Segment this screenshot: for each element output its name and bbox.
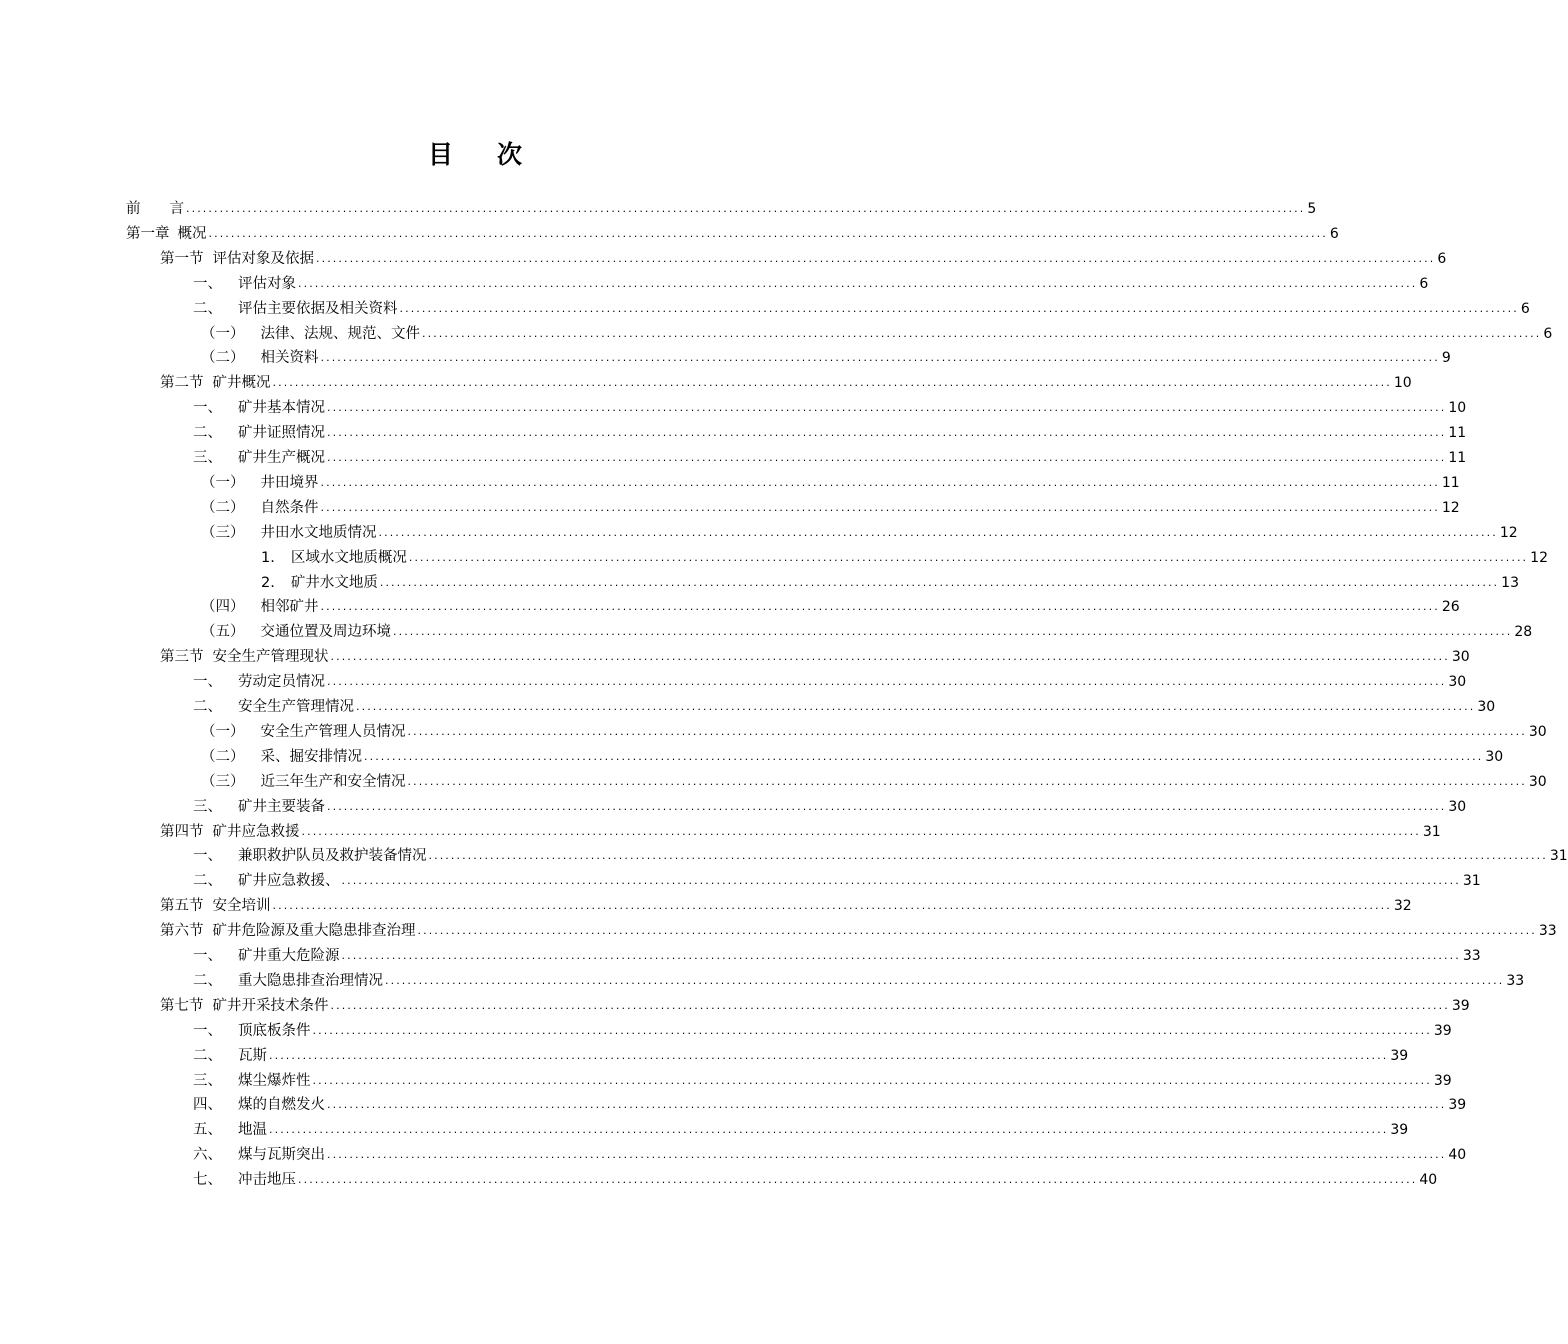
- toc-entry-page-number: 5: [1307, 201, 1317, 217]
- toc-entry-number: 一、: [193, 848, 222, 865]
- toc-entry[interactable]: [193, 272, 1429, 297]
- toc-entry[interactable]: [193, 795, 1467, 820]
- dot-leader: ........................................................................................................................................................................................................: [320, 475, 1440, 489]
- toc-entry[interactable]: [193, 1093, 1467, 1118]
- toc-entry-number: 二、: [193, 873, 222, 890]
- toc-entry[interactable]: [193, 695, 1496, 720]
- toc-entry[interactable]: [160, 919, 1557, 944]
- dot-leader: ........................................................................................................................................................................................................: [330, 650, 1450, 664]
- toc-entry[interactable]: [201, 770, 1547, 795]
- toc-entry-page-number: 12: [1530, 549, 1548, 566]
- toc-entry-page-number: 28: [1514, 624, 1533, 641]
- toc-entry[interactable]: [193, 421, 1467, 446]
- dot-leader: ........................................................................................................................................................................................................: [186, 202, 1306, 215]
- toc-entry-title: 矿井危险源及重大隐患排查治理: [212, 923, 416, 940]
- page-title-char-2: 次: [497, 140, 523, 169]
- dot-leader: ........................................................................................................................................................................................................: [298, 1173, 1418, 1187]
- toc-entry-page-number: 26: [1441, 599, 1460, 616]
- toc-entry-page-number: 31: [1422, 823, 1441, 840]
- toc-entry-number: 第一章: [126, 225, 170, 242]
- dot-leader: ........................................................................................................................................................................................................: [364, 749, 1484, 763]
- toc-entry-title: 区域水文地质概况: [290, 549, 407, 566]
- toc-entry-number: 第三节: [160, 649, 204, 666]
- dot-leader: ........................................................................................................................................................................................................: [341, 874, 1461, 888]
- toc-entry-number: 二、: [193, 300, 222, 317]
- toc-entry-number: 第五节: [160, 898, 204, 915]
- dot-leader: ........................................................................................................................................................................................................: [393, 625, 1513, 639]
- toc-entry-number: 前 言: [126, 201, 184, 217]
- toc-entry[interactable]: [193, 1019, 1452, 1044]
- toc-entry-number: （二）: [201, 499, 245, 516]
- toc-entry-number: （五）: [201, 624, 245, 641]
- toc-entry-number: 一、: [193, 275, 222, 292]
- toc-entry-number: 第二节: [160, 375, 204, 392]
- toc-entry-page-number: 33: [1506, 972, 1525, 989]
- toc-entry[interactable]: [193, 1044, 1409, 1069]
- toc-entry[interactable]: [261, 546, 1548, 571]
- page-title-char-1: 目: [427, 140, 453, 169]
- dot-leader: ........................................................................................................................................................................................................: [320, 351, 1440, 365]
- toc-entry-title: 煤与瓦斯突出: [238, 1147, 325, 1164]
- toc-entry-title: 矿井生产概况: [238, 450, 325, 466]
- toc-entry[interactable]: [160, 994, 1470, 1019]
- toc-entry[interactable]: [193, 297, 1530, 322]
- toc-entry-page-number: 30: [1528, 723, 1547, 740]
- toc-entry-title: 评估主要依据及相关资料: [238, 300, 398, 317]
- toc-entry-title: 采、掘安排情况: [260, 748, 362, 765]
- toc-entry[interactable]: [193, 1069, 1452, 1094]
- toc-entry-page-number: 30: [1528, 773, 1547, 790]
- toc-entry-page-number: 30: [1485, 748, 1504, 765]
- toc-entry-page-number: 10: [1448, 400, 1467, 417]
- dot-leader: ........................................................................................................................................................................................................: [272, 376, 1392, 390]
- toc-entry[interactable]: [193, 844, 1568, 869]
- toc-entry[interactable]: [193, 396, 1467, 421]
- toc-entry-title: 矿井基本情况: [238, 400, 325, 417]
- toc-entry-number: 二、: [193, 972, 222, 989]
- toc-entry-page-number: 30: [1451, 649, 1470, 666]
- toc-entry-number: 2.: [261, 574, 275, 591]
- toc-entry-page-number: 6: [1329, 225, 1339, 242]
- toc-entry-title: 矿井应急救援、: [238, 873, 340, 890]
- toc-entry-number: 第六节: [160, 923, 204, 940]
- toc-entry[interactable]: [193, 869, 1481, 894]
- toc-entry-title: 相邻矿井: [260, 599, 319, 616]
- toc-entry-page-number: 32: [1393, 898, 1412, 915]
- toc-entry[interactable]: [160, 820, 1441, 845]
- toc-entry-title: 交通位置及周边环境: [260, 624, 391, 641]
- toc-entry-title: 井田水文地质情况: [260, 524, 377, 541]
- toc-entry-page-number: 6: [1520, 300, 1530, 317]
- toc-entry-title: 瓦斯: [238, 1047, 267, 1064]
- toc-entry-title: 近三年生产和安全情况: [260, 773, 406, 790]
- toc-entry-page-number: 11: [1441, 474, 1460, 491]
- toc-entry-title: 劳动定员情况: [238, 674, 325, 691]
- toc-entry-number: 第四节: [160, 823, 204, 840]
- dot-leader: ........................................................................................................................................................................................................: [428, 849, 1548, 863]
- toc-entry-title: 兼职救护队员及救护装备情况: [238, 848, 427, 865]
- toc-entry[interactable]: [201, 346, 1451, 371]
- dot-leader: ........................................................................................................................................................................................................: [356, 700, 1476, 713]
- toc-entry-page-number: 13: [1501, 574, 1519, 591]
- toc-entry-title: 地温: [238, 1122, 267, 1139]
- dot-leader: ........................................................................................................................................................................................................: [272, 899, 1392, 913]
- toc-entry-number: 一、: [193, 400, 222, 417]
- toc-entry[interactable]: [193, 1143, 1467, 1168]
- dot-leader: ........................................................................................................................................................................................................: [316, 251, 1436, 265]
- dot-leader: ........................................................................................................................................................................................................: [269, 1123, 1389, 1137]
- toc-entry-page-number: 31: [1549, 848, 1568, 865]
- toc-entry[interactable]: [126, 197, 1317, 222]
- toc-entry-title: 相关资料: [260, 350, 319, 367]
- toc-entry-page-number: 39: [1433, 1022, 1452, 1039]
- dot-leader: ........................................................................................................................................................................................................: [327, 451, 1447, 464]
- toc-entry-page-number: 33: [1462, 948, 1481, 964]
- toc-entry-title: 煤尘爆炸性: [238, 1072, 311, 1089]
- toc-entry[interactable]: [193, 446, 1467, 471]
- toc-entry-number: 六、: [193, 1147, 222, 1164]
- toc-entry-title: 矿井重大危险源: [238, 948, 340, 964]
- toc-entry-number: 四、: [193, 1097, 222, 1114]
- toc-entry-page-number: 9: [1441, 350, 1451, 367]
- toc-entry-page-number: 39: [1390, 1047, 1409, 1064]
- dot-leader: ........................................................................................................................................................................................................: [330, 998, 1450, 1012]
- toc-entry-page-number: 11: [1448, 425, 1467, 442]
- toc-entry-page-number: 39: [1448, 1097, 1467, 1114]
- page-title: [0, 135, 950, 171]
- dot-leader: ........................................................................................................................................................................................................: [385, 973, 1505, 987]
- toc-entry-title: 矿井证照情况: [238, 425, 325, 442]
- toc-entry[interactable]: [126, 222, 1339, 247]
- toc-entry-title: 矿井主要装备: [238, 798, 325, 815]
- dot-leader: ........................................................................................................................................................................................................: [417, 924, 1537, 938]
- toc-entry-page-number: 33: [1538, 923, 1557, 940]
- toc-entry-page-number: 39: [1451, 997, 1470, 1014]
- toc-entry-number: 三、: [193, 798, 222, 815]
- toc-entry[interactable]: [201, 720, 1547, 745]
- dot-leader: ........................................................................................................................................................................................................: [208, 226, 1328, 240]
- toc-entry-number: 二、: [193, 699, 222, 715]
- toc-entry-number: （二）: [201, 350, 245, 367]
- toc-entry[interactable]: [201, 496, 1460, 521]
- dot-leader: ........................................................................................................................................................................................................: [327, 1148, 1447, 1162]
- toc-entry-number: （二）: [201, 748, 245, 765]
- dot-leader: ........................................................................................................................................................................................................: [379, 575, 1500, 589]
- dot-leader: ........................................................................................................................................................................................................: [407, 774, 1527, 788]
- toc-entry-title: 井田境界: [260, 474, 319, 491]
- toc-entry-page-number: 31: [1462, 873, 1481, 890]
- toc-entry-number: 1.: [261, 549, 275, 566]
- dot-leader: ........................................................................................................................................................................................................: [301, 824, 1421, 838]
- toc-entry-number: （三）: [201, 773, 245, 790]
- toc-entry-page-number: 10: [1393, 375, 1412, 392]
- toc-entry-number: 一、: [193, 948, 222, 964]
- toc-entry[interactable]: [193, 1168, 1438, 1193]
- toc-entry-page-number: 6: [1419, 275, 1429, 292]
- toc-entry[interactable]: [201, 322, 1553, 347]
- toc-entry-title: 自然条件: [260, 499, 319, 516]
- dot-leader: ........................................................................................................................................................................................................: [407, 724, 1527, 738]
- toc-entry-number: （三）: [201, 524, 245, 541]
- toc-entry-number: 五、: [193, 1122, 222, 1139]
- toc-entry-page-number: 30: [1477, 699, 1496, 715]
- toc-entry-title: 矿井水文地质: [290, 574, 378, 591]
- dot-leader: ........................................................................................................................................................................................................: [312, 1073, 1432, 1087]
- dot-leader: ........................................................................................................................................................................................................: [399, 301, 1519, 315]
- toc-entry-number: （一）: [201, 474, 245, 491]
- toc-entry-page-number: 40: [1448, 1147, 1467, 1164]
- dot-leader: ........................................................................................................................................................................................................: [327, 799, 1447, 813]
- toc-entry[interactable]: [201, 471, 1460, 496]
- toc-entry-title: 冲击地压: [238, 1172, 296, 1189]
- toc-entry-number: 一、: [193, 674, 222, 691]
- toc-entry-title: 矿井应急救援: [212, 823, 300, 840]
- toc-entry[interactable]: [261, 571, 1519, 596]
- toc-entry-page-number: 12: [1441, 499, 1460, 516]
- dot-leader: ........................................................................................................................................................................................................: [327, 426, 1447, 440]
- dot-leader: ........................................................................................................................................................................................................: [408, 550, 1529, 564]
- dot-leader: ........................................................................................................................................................................................................: [320, 600, 1440, 614]
- toc-entry[interactable]: [193, 969, 1525, 994]
- toc-entry-title: 安全培训: [212, 898, 271, 915]
- toc-entry[interactable]: [193, 944, 1481, 969]
- dot-leader: ........................................................................................................................................................................................................: [327, 401, 1447, 415]
- toc-entry-number: 三、: [193, 450, 222, 466]
- toc-entry[interactable]: [160, 894, 1412, 919]
- toc-entry-title: 安全生产管理人员情况: [260, 723, 406, 740]
- toc-entry-number: （一）: [201, 325, 245, 342]
- toc-entry-page-number: 40: [1419, 1172, 1438, 1189]
- toc-entry-page-number: 11: [1448, 450, 1467, 466]
- dot-leader: ........................................................................................................................................................................................................: [327, 1098, 1447, 1112]
- toc-entry-number: 第一节: [160, 250, 204, 267]
- dot-leader: ........................................................................................................................................................................................................: [320, 500, 1440, 514]
- toc-entry[interactable]: [160, 645, 1470, 670]
- toc-entry-title: 重大隐患排查治理情况: [238, 972, 383, 989]
- toc-entry-number: （一）: [201, 723, 245, 740]
- dot-leader: ........................................................................................................................................................................................................: [378, 525, 1498, 539]
- toc-entry[interactable]: [193, 670, 1467, 695]
- toc-entry-page-number: 30: [1448, 674, 1467, 691]
- toc-entry-page-number: 6: [1543, 325, 1553, 342]
- toc-entry-title: 安全生产管理情况: [238, 699, 354, 715]
- dot-leader: ........................................................................................................................................................................................................: [269, 1048, 1389, 1062]
- toc-entry[interactable]: [201, 745, 1504, 770]
- toc-entry-number: 二、: [193, 425, 222, 442]
- toc-entry-page-number: 6: [1437, 250, 1447, 267]
- toc-entry-title: 概况: [177, 225, 207, 242]
- toc-entry-number: 第七节: [160, 997, 204, 1014]
- toc-entry-title: 矿井开采技术条件: [212, 997, 329, 1014]
- toc-entry-title: 法律、法规、规范、文件: [260, 325, 420, 342]
- toc-entry-number: 二、: [193, 1047, 222, 1064]
- toc-entry[interactable]: [201, 620, 1533, 645]
- toc-entry-number: 七、: [193, 1172, 222, 1189]
- toc-entry-title: 矿井概况: [212, 375, 271, 392]
- toc-entry-number: 一、: [193, 1022, 222, 1039]
- toc-entry[interactable]: [201, 595, 1460, 620]
- dot-leader: ........................................................................................................................................................................................................: [341, 949, 1461, 962]
- toc-entry[interactable]: [193, 1118, 1409, 1143]
- toc-entry-page-number: 39: [1433, 1072, 1452, 1089]
- toc-entry-number: 三、: [193, 1072, 222, 1089]
- toc-entry-page-number: 12: [1499, 524, 1518, 541]
- toc-entry-title: 安全生产管理现状: [212, 649, 329, 666]
- dot-leader: ........................................................................................................................................................................................................: [298, 276, 1418, 290]
- dot-leader: ........................................................................................................................................................................................................: [312, 1023, 1432, 1037]
- toc-entry-title: 评估对象及依据: [212, 250, 314, 267]
- toc-entry-page-number: 39: [1390, 1122, 1409, 1139]
- dot-leader: ........................................................................................................................................................................................................: [327, 675, 1447, 689]
- toc-entry-title: 顶底板条件: [238, 1022, 311, 1039]
- toc-entry-title: 评估对象: [238, 275, 296, 292]
- toc-entry-number: （四）: [201, 599, 245, 616]
- toc-entry-page-number: 30: [1448, 798, 1467, 815]
- toc-entry-title: 煤的自燃发火: [238, 1097, 325, 1114]
- toc-entry[interactable]: [160, 371, 1412, 396]
- toc-entry[interactable]: [201, 521, 1518, 546]
- dot-leader: ........................................................................................................................................................................................................: [422, 326, 1542, 340]
- toc-entry[interactable]: [160, 247, 1447, 272]
